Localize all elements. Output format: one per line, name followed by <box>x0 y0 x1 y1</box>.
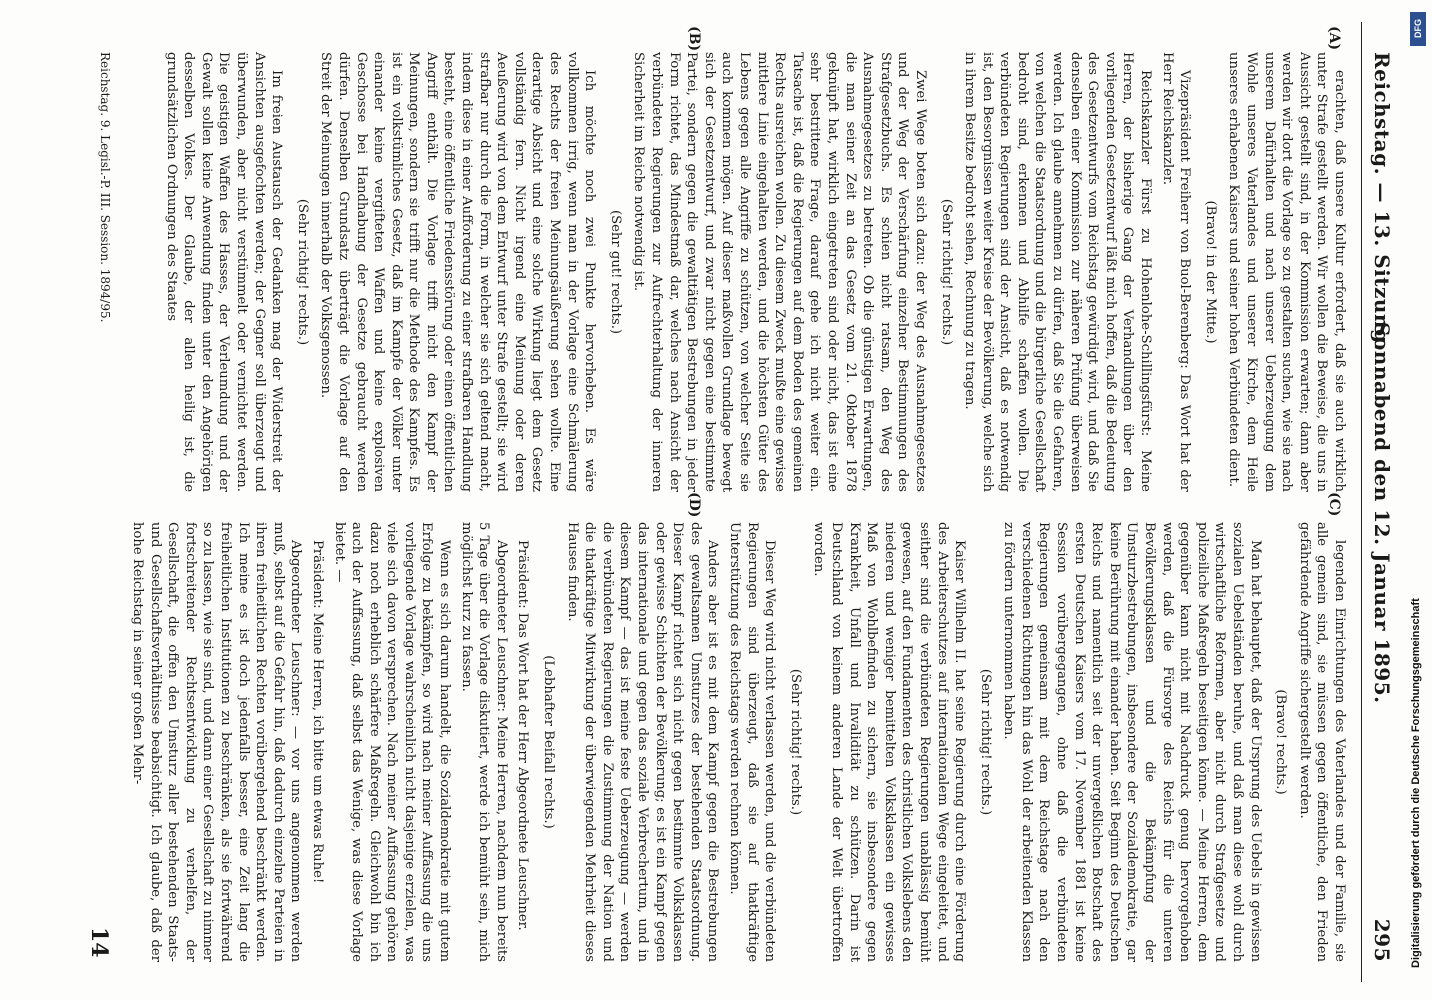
paragraph: Wenn es sich darum handelt, die Sozialdemokratie mit gutem Erfolge zu bekämpfen, so wird nach meiner Auffassung die uns vorliegende Vorlage wahrscheinlich nicht dasjenige erzielen, was viele sich davon versprechen. Nach meiner Auffassung gehören dazu noch erheblich schärfere Maßregeln. Gleichwohl bin ich auch der Auffassung, daß selbst das Wenige, was diese Vorlage bietet. — <box>331 522 453 962</box>
interjection: (Lebhafter Beifall rechts.) <box>541 655 557 829</box>
rotated-page-content <box>72 22 1402 982</box>
header-session: Reichstag. — 13. Sitzung. <box>1370 52 1394 351</box>
paragraph: Kaiser Wilhelm II. hat seine Regierung durch eine Förderung des Arbeiterschutzes auf internationalem Wege eingeleitet, und seither sind die verbündeten Regierungen unablässig bemüht gewesen, auf den Fundamenten des christlichen Volkslebens den niederen und weniger bemittelten Volksklassen ein gewisses Maß von Wohlbefinden zu sichern, sie insbesondere gegen Krankheit, Unfall und Invalidität zu schützen. Darin ist Deutschland von keinem anderen Lande der Welt übertroffen worden. <box>811 522 968 962</box>
margin-letter-a: (A) <box>1326 26 1342 51</box>
paragraph: Zwei Wege boten sich dazu: der Weg des Ausnahmegesetzes und der Weg der Verschärfung einzelner Bestimmungen des Strafgesetzbuchs. Es schien nicht ratsam, den Weg des Ausnahmegesetzes zu betreten. Ob die günstigen Erwartungen, die man seiner Zeit an das Gesetz vom 21. Oktober 1878 geknüpft hat, wirklich eingetreten sind oder nicht, das ist eine sehr bestrittene Frage, darauf gehe ich nicht weiter ein. Tatsache ist, daß die Regierungen auf dem Boden des gemeinen Rechts ausreichen wollen. Zu diesem Zweck mußte eine gewisse mittlere Linie eingehalten werden, und die höchsten Güter des Lebens gegen alle Angriffe zu schützen, von welcher Seite sie auch kommen mögen. Auf dieser maßvollen Grundlage bewegt sich der Gesetzentwurf, und zwar nicht gegen eine bestimmte Partei, sondern gegen die gewalttätigen Bestrebungen in jeder Form richtet, das Mindestmaß dar, welches nach Ansicht der verbündeten Regierungen zur Aufrechterhaltung der inneren Sicherheit im Reiche notwendig ist. <box>631 52 928 492</box>
footer-note: Reichstag. 9. Legisl.-P. III. Session. 1894/95. <box>98 52 112 323</box>
page-header <box>1361 22 1402 982</box>
paragraph: Vizepräsident Freiherr von Buol-Berenberg: Das Wort hat der Herr Reichskanzler. <box>1159 52 1193 492</box>
paragraph: Präsident: Das Wort hat der Herr Abgeordnete Leuschner. <box>515 540 531 931</box>
dfg-sidebar <box>1408 8 1428 992</box>
interjection: (Bravo! in der Mitte.) <box>1202 200 1218 344</box>
margin-letter-c: (C) <box>1326 492 1342 517</box>
interjection: (Sehr richtig! rechts.) <box>938 198 954 346</box>
paragraph: Abgeordneter Leuschner: Meine Herren, nachdem nun bereits 5 Tage über die Vorlage diskutiert, werde ich bemüht sein, mich möglichst kurz zu fassen. <box>458 522 509 962</box>
dfg-note: Digitalisierung gefördert durch die Deutsche Forschungsgemeinschaft <box>1410 598 1422 968</box>
paragraph: Man hat behauptet, daß der Ursprung des Uebels in gewissen sozialen Uebelständen beruhe, und daß man diese wohl durch wirtschaftliche Reformen, aber nicht durch Strafgesetze und polizeiliche Maßregeln beseitigen könne. — Meine Herren, dem gegenüber kann nicht mit Nachdruck genug hervorgehoben werden, daß die Fürsorge des Reichs für die unteren Bevölkerungsklassen und die Bekämpfung der Umsturzbestrebungen, insbesondere der Sozialdemokratie, gar keine Berührung mit einander haben. Seit Beginn des Deutschen Reichs und namentlich seit der unvergeßlichen Botschaft des ersten Deutschen Kaisers vom 17. November 1881 ist keine Session vorübergegangen, ohne daß die verbündeten Regierungen gemeinsam mit dem Reichstage nach den verschiedenen Richtungen hin das Wohl der arbeitenden Klassen zu fördern unternommen haben. <box>1001 522 1263 962</box>
interjection: (Sehr gut! rechts.) <box>607 209 623 335</box>
paragraph: erachten, daß unsere Kultur erfordert, daß sie auch wirklich unter Strafe gestellt werden. Wir wollen die Beweise, die uns in Aussicht gestellt sind, in der Kommission erwarten; dann aber werden wir dort die Vorlage so zu gestalten suchen, wie sie nach unserem Dafürhalten und nach unserer Ueberzeugung dem Wohle unseres Vaterlandes und unserer Kirche, dem Heile unseres erhabenen Kaisers und seiner hohen Verbündeten dient. <box>1226 52 1347 492</box>
paragraph: Dieser Weg wird nicht verlassen werden, und die verbündeten Regierungen sind überzeugt, daß sie auf thatkräftige Unterstützung des Reichstags werden rechnen können. <box>727 522 778 962</box>
margin-letter-d: (D) <box>686 492 702 518</box>
paragraph: Im freien Austausch der Gedanken mag der Widerstreit der Ansichten ausgefochten werden; der Gegner soll überzeugt und überwunden, aber nicht verstümmelt oder vernichtet werden. Die geistigen Waffen des Hasses, der Verleumdung und der Gewalt sollen keine Anwendung finden unter den Angehörigen desselben Volkes. Der Glaube, der allen heilig ist, die grundsätzlichen Ordnungen des Staates <box>163 52 285 492</box>
margin-letter-b: (B) <box>686 26 702 52</box>
paragraph: Abgeordneter Leuschner: — vor uns angenommen werden muß, selbst auf die Gefahr hin, daß dadurch einzelne Parteien in ihren freiheitlichen Rechten vorübergehend beschränkt werden. Ich meine es ist doch jedenfalls besser, eine Zeit lang die freiheitlichen Institutionen zu beschränken, als sie fortwährend so zu lassen, wie sie sind, und dann einer Gesellschaft zu nimmer fortschreitender Rechtsentwicklung zu verhelfen, der Gesellschaft, die offen den Umsturz aller bestehenden Staats- und Gesellschaftsverhältnisse beabsichtigt. Ich glaube, daß der hohe Reichstag in seiner großen Mehr- <box>130 522 304 962</box>
paragraph: Ich möchte noch zwei Punkte hervorheben. Es wäre vollkommen irrig, wenn man in der Vorlage eine Schmälerung des Rechts der freien Meinungsäußerung sehen wollte. Eine derartige Absicht und eine solche Wirkung liegt dem Gesetz vollständig fern. Nicht irgend eine Meinung oder deren Aeußerung wird von dem Entwurf unter Strafe gestellt; sie wird strafbar nur durch die Form, in welcher sie sich geltend macht, indem diese in einer Aufforderung zu einer strafbaren Handlung besteht, eine öffentliche Friedensstörung oder einen öffentlichen Angriff enthält. Die Vorlage trifft nicht den Kampf der Meinungen, sondern sie trifft nur die Methode des Kampfes. Es ist ein volkstümliches Gesetz, daß im Kampfe der Völker unter einander keine vergifteten Waffen und keine explosiven Geschosse bei Handhabung der Gesetze gebraucht werden dürfen. Denselben Grundsatz überträgt die Vorlage auf den Streit der Meinungen innerhalb der Volksgenossen. <box>318 52 598 492</box>
header-date: Sonnabend den 12. Januar 1895. <box>1370 322 1394 704</box>
interjection: (Sehr richtig! rechts.) <box>294 198 310 346</box>
right-column <box>130 522 1348 962</box>
paragraph: legenden Einrichtungen des Vaterlandes und der Familie, sie alle gemein sind, sie müssen gegen öffentliche, den Frieden gefährdende Angriffe sichergestellt werden. <box>1296 522 1347 962</box>
dfg-logo: DFG <box>1410 12 1426 46</box>
paragraph: Anders aber ist es mit dem Kampf gegen die Bestrebungen des gewaltsamen Umsturzes der bestehenden Staatsordnung. Dieser Kampf richtet sich nicht gegen bestimmte Volksklassen oder gewisse Schichten der Bevölkerung; es ist ein Kampf gegen das internationale und gegen das soziale Verbrechertum, und in diesem Kampf — das ist meine feste Ueberzeugung — werden die verbündeten Regierungen die Zustimmung der Nation und die thatkräftige Mitwirkung der überwiegenden Mehrheit dieses Hauses finden. <box>564 522 721 962</box>
interjection: (Sehr richtig! rechts.) <box>977 668 993 816</box>
left-column <box>138 52 1348 492</box>
paragraph: Präsident: Meine Herren, ich bitte um etwas Ruhe! <box>309 540 325 884</box>
interjection: (Bravo! rechts.) <box>1273 689 1289 795</box>
page-number: 295 <box>1370 918 1394 962</box>
interjection: (Sehr richtig! rechts.) <box>787 668 803 816</box>
paragraph: Reichskanzler Fürst zu Hohenlohe-Schillingsfürst: Meine Herren, der bisherige Gang der Verhandlungen über den vorliegenden Gesetzentwurf läßt mich hoffen, daß die Bedeutung des Gesetzentwurfs vom Reichstag gewürdigt wird, und daß Sie denselben einer Kommission zur näheren Prüfung überweisen werden. Ich glaube annehmen zu dürfen, daß Sie die Gefahren, von welchen die Staatsordnung und die bürgerliche Gesellschaft bedroht sind, erkennen und Abhilfe schaffen wollen. Die verbündeten Regierungen sind der Ansicht, daß es notwendig ist, den Besorgnissen weiter Kreise der Bevölkerung, welche sich in ihrem Besitze bedroht sehen, Rechnung zu tragen. <box>962 52 1154 492</box>
signature-mark: 14 <box>86 927 112 958</box>
